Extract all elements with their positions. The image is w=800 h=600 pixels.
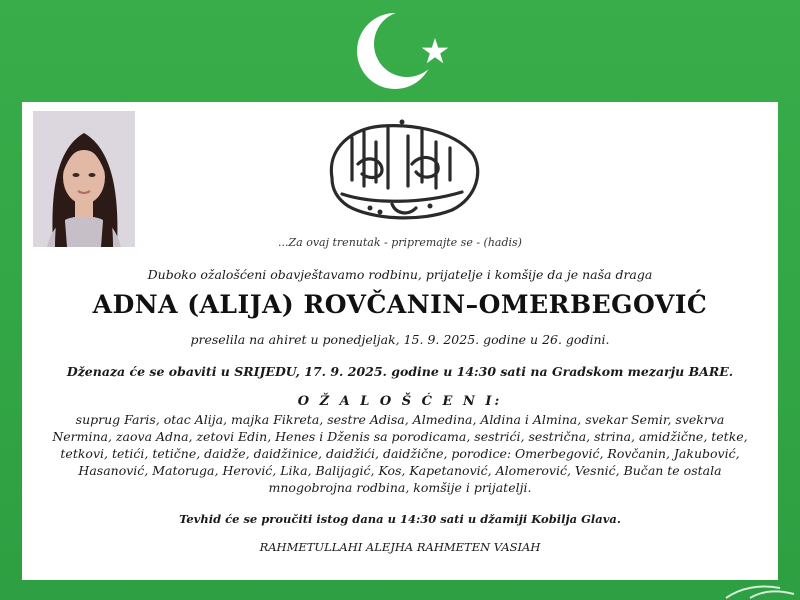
corner-ornament bbox=[720, 578, 800, 600]
tevhid-info: Tevhid će se proučiti istog dana u 14:30 sati u džamiji Kobilja Glava. bbox=[179, 512, 621, 526]
portrait-photo bbox=[33, 111, 135, 247]
passing-date-text: preselila na ahiret u ponedjeljak, 15. 9. 2025. godine u 26. godini. bbox=[190, 332, 610, 347]
mourners-list: suprug Faris, otac Alija, majka Fikreta, sestre Adisa, Almedina, Aldina i Almina, svekar Semir, svekrva Nermina, zaova Adna, zetovi Edin, Henes i Dženis sa porodicama, sestrići, sestrična, strina, amidžične, tetke, tetkovi, tetići, tetične, daidže, daidžinice, daidžići, daidžične, porodice: Omerbegović, Rovčanin, Jakubović, Hasanović, Matoruga, Herović, Lika, Balijagić, Kos, Kapetanović, Alomerović, Vesnić, Bučan te ostala mnogobrojna rodbina, komšije i prijatelji. bbox=[52, 412, 748, 495]
crescent-and-star-icon bbox=[355, 8, 455, 92]
funeral-info: Dženaza će se obaviti u SRIJEDU, 17. 9. 2025. godine u 14:30 sati na Gradskom mezarju BARE. bbox=[66, 364, 734, 379]
mourners-heading: O Ž A L O Š Ć E N I: bbox=[297, 394, 503, 409]
arabic-calligraphy-icon bbox=[312, 108, 492, 228]
closing-prayer: RAHMETULLAHI ALEJHA RAHMETEN VASIAH bbox=[259, 540, 541, 554]
notice-panel bbox=[22, 102, 778, 580]
intro-text: Duboko ožalošćeni obavještavamo rodbinu, prijatelje i komšije da je naša draga bbox=[147, 267, 653, 282]
deceased-name: ADNA (ALIJA) ROVČANIN–OMERBEGOVIĆ bbox=[92, 290, 708, 319]
hadis-quote: ...Za ovaj trenutak - pripremajte se - (hadis) bbox=[278, 236, 522, 249]
